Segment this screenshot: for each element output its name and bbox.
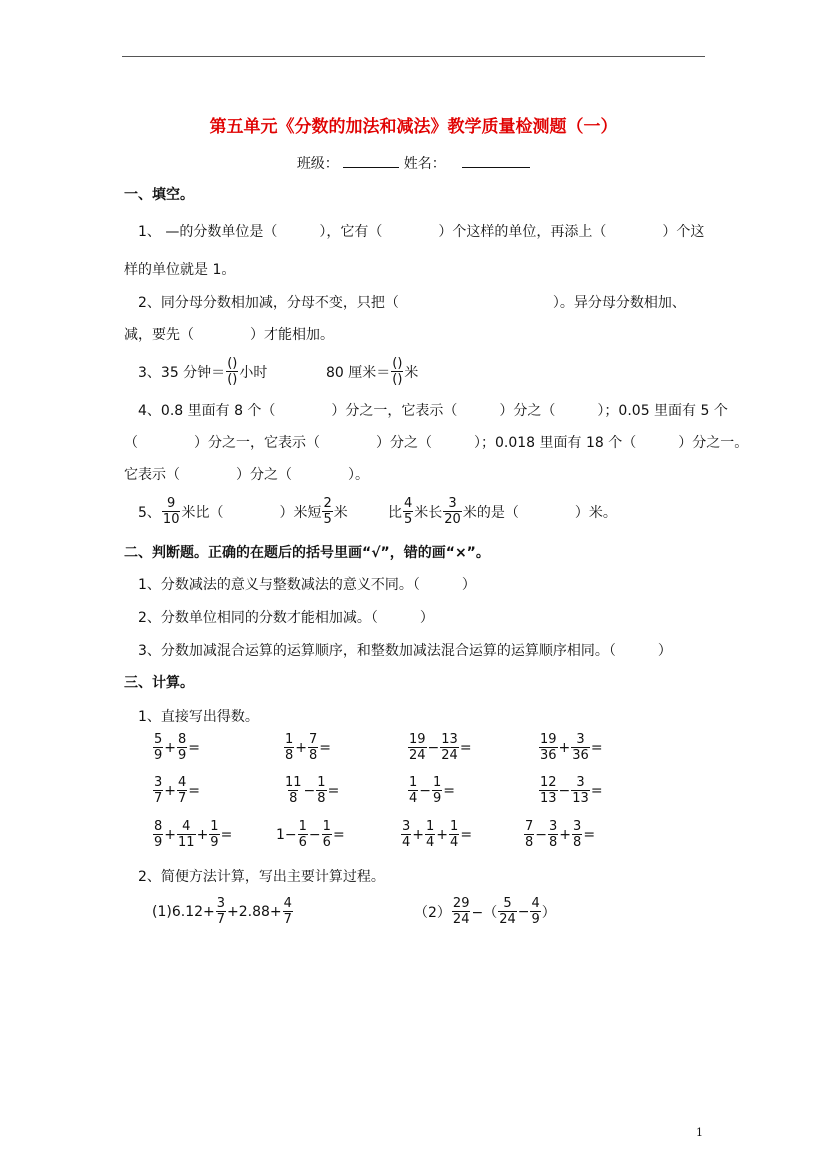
operator: = [443, 782, 456, 799]
calc-expression [407, 732, 472, 763]
fraction [572, 819, 582, 850]
calc-expression [407, 775, 455, 806]
numerator: 3 [576, 732, 585, 747]
numerator: 4 [178, 775, 187, 790]
calc-expression [283, 775, 339, 806]
denominator: 24 [499, 912, 516, 927]
fraction [322, 819, 332, 850]
operator: = [583, 826, 596, 843]
denominator: 9 [178, 748, 187, 763]
calc-expression [152, 819, 232, 850]
q5-f4-numerator: 3 [448, 496, 457, 511]
operator: + [196, 826, 209, 843]
fraction [177, 775, 187, 806]
q5-text4: 米长 [414, 504, 443, 521]
denominator: 9 [154, 748, 163, 763]
fraction [153, 775, 163, 806]
numerator: 29 [452, 896, 470, 911]
q5-text5: 米的是（ ）米。 [462, 504, 617, 521]
operator: = [188, 739, 201, 756]
q3-a-numerator: () [227, 356, 238, 371]
q4-line2: （ ）分之一，它表示（ ）分之（ ）；0.018 里面有 18 个（ ）分之一。 [124, 435, 749, 451]
operator: + [164, 739, 177, 756]
numerator: 8 [154, 819, 163, 834]
denominator: 24 [441, 748, 458, 763]
name-blank [462, 154, 530, 168]
denominator: 36 [540, 748, 557, 763]
operator: + [295, 739, 308, 756]
fraction [316, 775, 326, 806]
denominator: 13 [540, 791, 557, 806]
q5-f3-numerator: 4 [404, 496, 413, 511]
numerator: 5 [503, 896, 512, 911]
denominator: 9 [154, 835, 163, 850]
calc-expression [538, 732, 603, 763]
operator: = [332, 826, 345, 843]
q5-fraction3 [403, 496, 413, 527]
class-blank [343, 154, 399, 168]
operator: = [327, 782, 340, 799]
q5-text3: 比 [388, 504, 402, 521]
denominator: 8 [549, 835, 558, 850]
numerator: 11 [285, 775, 302, 790]
q3-b-denominator: () [392, 372, 403, 387]
denominator: 7 [216, 912, 226, 927]
numerator: 4 [182, 819, 191, 834]
operator: + [558, 739, 571, 756]
fraction [153, 732, 163, 763]
operator: 1− [276, 826, 297, 843]
name-label: 姓名： [403, 156, 446, 172]
numerator: 1 [285, 732, 294, 747]
operator: + [164, 826, 177, 843]
operator: − [419, 782, 432, 799]
numerator: 7 [309, 732, 318, 747]
operator: − [308, 826, 321, 843]
denominator: 8 [573, 835, 582, 850]
fraction [408, 775, 418, 806]
q2-line1: 2、同分母分数相加减，分母不变，只把（ ）。异分母分数相加、 [138, 295, 686, 311]
denominator: 9 [210, 835, 219, 850]
judge-item: 1、分数减法的意义与整数减法的意义不同。（ ） [138, 577, 476, 593]
denominator: 24 [452, 912, 470, 927]
fraction [440, 732, 459, 763]
q5-text1: 米比（ ）米短 [181, 504, 322, 521]
calc-expression [276, 819, 345, 850]
operator: −（ [471, 904, 498, 921]
denominator: 6 [298, 835, 307, 850]
numerator: 1 [317, 775, 326, 790]
numerator: 1 [433, 775, 442, 790]
fraction [524, 819, 534, 850]
q4-line3: 它表示（ ）分之（ ）。 [124, 467, 369, 483]
denominator: 8 [525, 835, 534, 850]
denominator: 24 [409, 748, 426, 763]
q5 [138, 496, 348, 527]
calc-expression [523, 819, 595, 850]
numerator: 19 [540, 732, 557, 747]
operator: = [319, 739, 332, 756]
fraction [571, 732, 590, 763]
operator: = [590, 782, 603, 799]
q3-a-fraction [226, 356, 238, 387]
denominator: 13 [572, 791, 589, 806]
denominator: 4 [426, 835, 435, 850]
q3-a-prefix: 35 分钟＝ [160, 364, 226, 381]
q1-line1: 1、 —的分数单位是（ ），它有（ ）个这样的单位，再添上（ ）个这 [138, 224, 705, 240]
numerator: 4 [531, 896, 540, 911]
header-rule [122, 56, 705, 57]
fraction [571, 775, 590, 806]
fraction [498, 896, 517, 927]
operator: = [220, 826, 233, 843]
numerator: 7 [525, 819, 534, 834]
denominator: 7 [283, 912, 292, 927]
fraction [401, 819, 411, 850]
operator: − [427, 739, 440, 756]
denominator: 4 [402, 835, 411, 850]
q5-f1-denominator: 10 [162, 512, 180, 527]
operator: （2） [414, 904, 451, 921]
page-number: 1 [696, 1126, 703, 1139]
fraction [539, 732, 558, 763]
q5-f2-numerator: 2 [323, 496, 332, 511]
denominator: 11 [178, 835, 195, 850]
operator: = [590, 739, 603, 756]
operator: + [436, 826, 449, 843]
page-title: 第五单元《分数的加法和减法》教学质量检测题（一） [209, 117, 618, 137]
q3-b [326, 356, 418, 387]
fraction [408, 732, 427, 763]
q5-text2: 米 [333, 504, 348, 521]
calc-sub2: 2、简便方法计算，写出主要计算过程。 [138, 869, 385, 885]
q5-number: 5、 [138, 504, 161, 521]
q3-b-numerator: () [392, 356, 403, 371]
numerator: 3 [402, 819, 411, 834]
denominator: 8 [309, 748, 318, 763]
section1-heading: 一、填空。 [124, 187, 194, 203]
numerator: 8 [178, 732, 187, 747]
fraction [216, 896, 226, 927]
numerator: 1 [210, 819, 219, 834]
numerator: 13 [441, 732, 458, 747]
operator: + [412, 826, 425, 843]
q3-b-fraction [391, 356, 403, 387]
denominator: 8 [289, 791, 298, 806]
q4-line1: 4、0.8 里面有 8 个（ ）分之一，它表示（ ）分之（ ）；0.05 里面有 5 个 [138, 403, 728, 419]
operator: = [459, 739, 472, 756]
calc-expression [283, 732, 331, 763]
section2-heading: 二、判断题。正确的在题后的括号里画“√”，错的画“×”。 [124, 545, 490, 561]
operator: ） [541, 904, 556, 921]
class-label: 班级： [296, 156, 339, 172]
fraction [298, 819, 308, 850]
denominator: 8 [317, 791, 326, 806]
operator: = [188, 782, 201, 799]
calc-sub1: 1、直接写出得数。 [138, 709, 259, 725]
fraction [539, 775, 558, 806]
operator: = [460, 826, 473, 843]
fraction [177, 819, 196, 850]
section3-heading: 三、计算。 [124, 675, 194, 691]
calc-expression [152, 775, 200, 806]
class-name-line [0, 153, 827, 173]
fraction [177, 732, 187, 763]
numerator: 3 [576, 775, 585, 790]
q5-fraction4 [443, 496, 462, 527]
operator: + [164, 782, 177, 799]
fraction [425, 819, 435, 850]
numerator: 1 [322, 819, 331, 834]
denominator: 9 [433, 791, 442, 806]
q5-b [388, 496, 617, 527]
fraction [452, 896, 471, 927]
operator: − [517, 903, 530, 920]
q3-a-suffix: 小时 [239, 364, 268, 381]
denominator: 8 [285, 748, 294, 763]
q5-f3-denominator: 5 [404, 512, 413, 527]
calc-expression [152, 732, 200, 763]
denominator: 36 [572, 748, 589, 763]
fraction [153, 819, 163, 850]
operator: +2.88+ [227, 903, 282, 920]
denominator: 7 [154, 791, 163, 806]
calc-expression [400, 819, 472, 850]
operator: + [559, 826, 572, 843]
q5-f4-denominator: 20 [444, 512, 461, 527]
numerator: 5 [154, 732, 163, 747]
q2-line2: 减，要先（ ）才能相加。 [124, 327, 334, 343]
numerator: 19 [409, 732, 426, 747]
q5-f1-numerator: 9 [167, 496, 176, 511]
operator: − [535, 826, 548, 843]
numerator: 12 [540, 775, 557, 790]
q3-b-prefix: 80 厘米＝ [326, 364, 391, 381]
numerator: 1 [298, 819, 307, 834]
denominator: 9 [531, 912, 540, 927]
q3-number: 3、 [138, 364, 161, 381]
numerator: 3 [154, 775, 163, 790]
numerator: 3 [549, 819, 558, 834]
calc-expression [538, 775, 603, 806]
q5-fraction1 [162, 496, 181, 527]
denominator: 4 [409, 791, 418, 806]
q5-f2-denominator: 5 [323, 512, 332, 527]
operator: (1)6.12+ [152, 903, 215, 920]
fraction [209, 819, 219, 850]
fraction [449, 819, 459, 850]
fraction [432, 775, 442, 806]
fraction [284, 732, 294, 763]
numerator: 1 [450, 819, 459, 834]
denominator: 4 [450, 835, 459, 850]
numerator: 4 [283, 896, 292, 911]
q1-line2: 样的单位就是 1。 [124, 262, 236, 278]
numerator: 3 [573, 819, 582, 834]
denominator: 7 [178, 791, 187, 806]
q5-fraction2 [322, 496, 332, 527]
judge-item: 3、分数加减混合运算的运算顺序，和整数加减法混合运算的运算顺序相同。（ ） [138, 643, 672, 659]
simplify-problem-2 [414, 896, 556, 927]
q3-b-suffix: 米 [404, 364, 419, 381]
q3-a-denominator: () [227, 372, 238, 387]
fraction [548, 819, 558, 850]
numerator: 3 [216, 896, 226, 911]
numerator: 1 [426, 819, 435, 834]
numerator: 1 [409, 775, 418, 790]
q3 [138, 356, 267, 387]
operator: − [303, 782, 316, 799]
simplify-problem-1 [152, 896, 294, 927]
operator: − [558, 782, 571, 799]
fraction [308, 732, 318, 763]
judge-item: 2、分数单位相同的分数才能相加减。（ ） [138, 610, 434, 626]
fraction [284, 775, 303, 806]
fraction [283, 896, 293, 927]
denominator: 6 [322, 835, 331, 850]
fraction [530, 896, 540, 927]
